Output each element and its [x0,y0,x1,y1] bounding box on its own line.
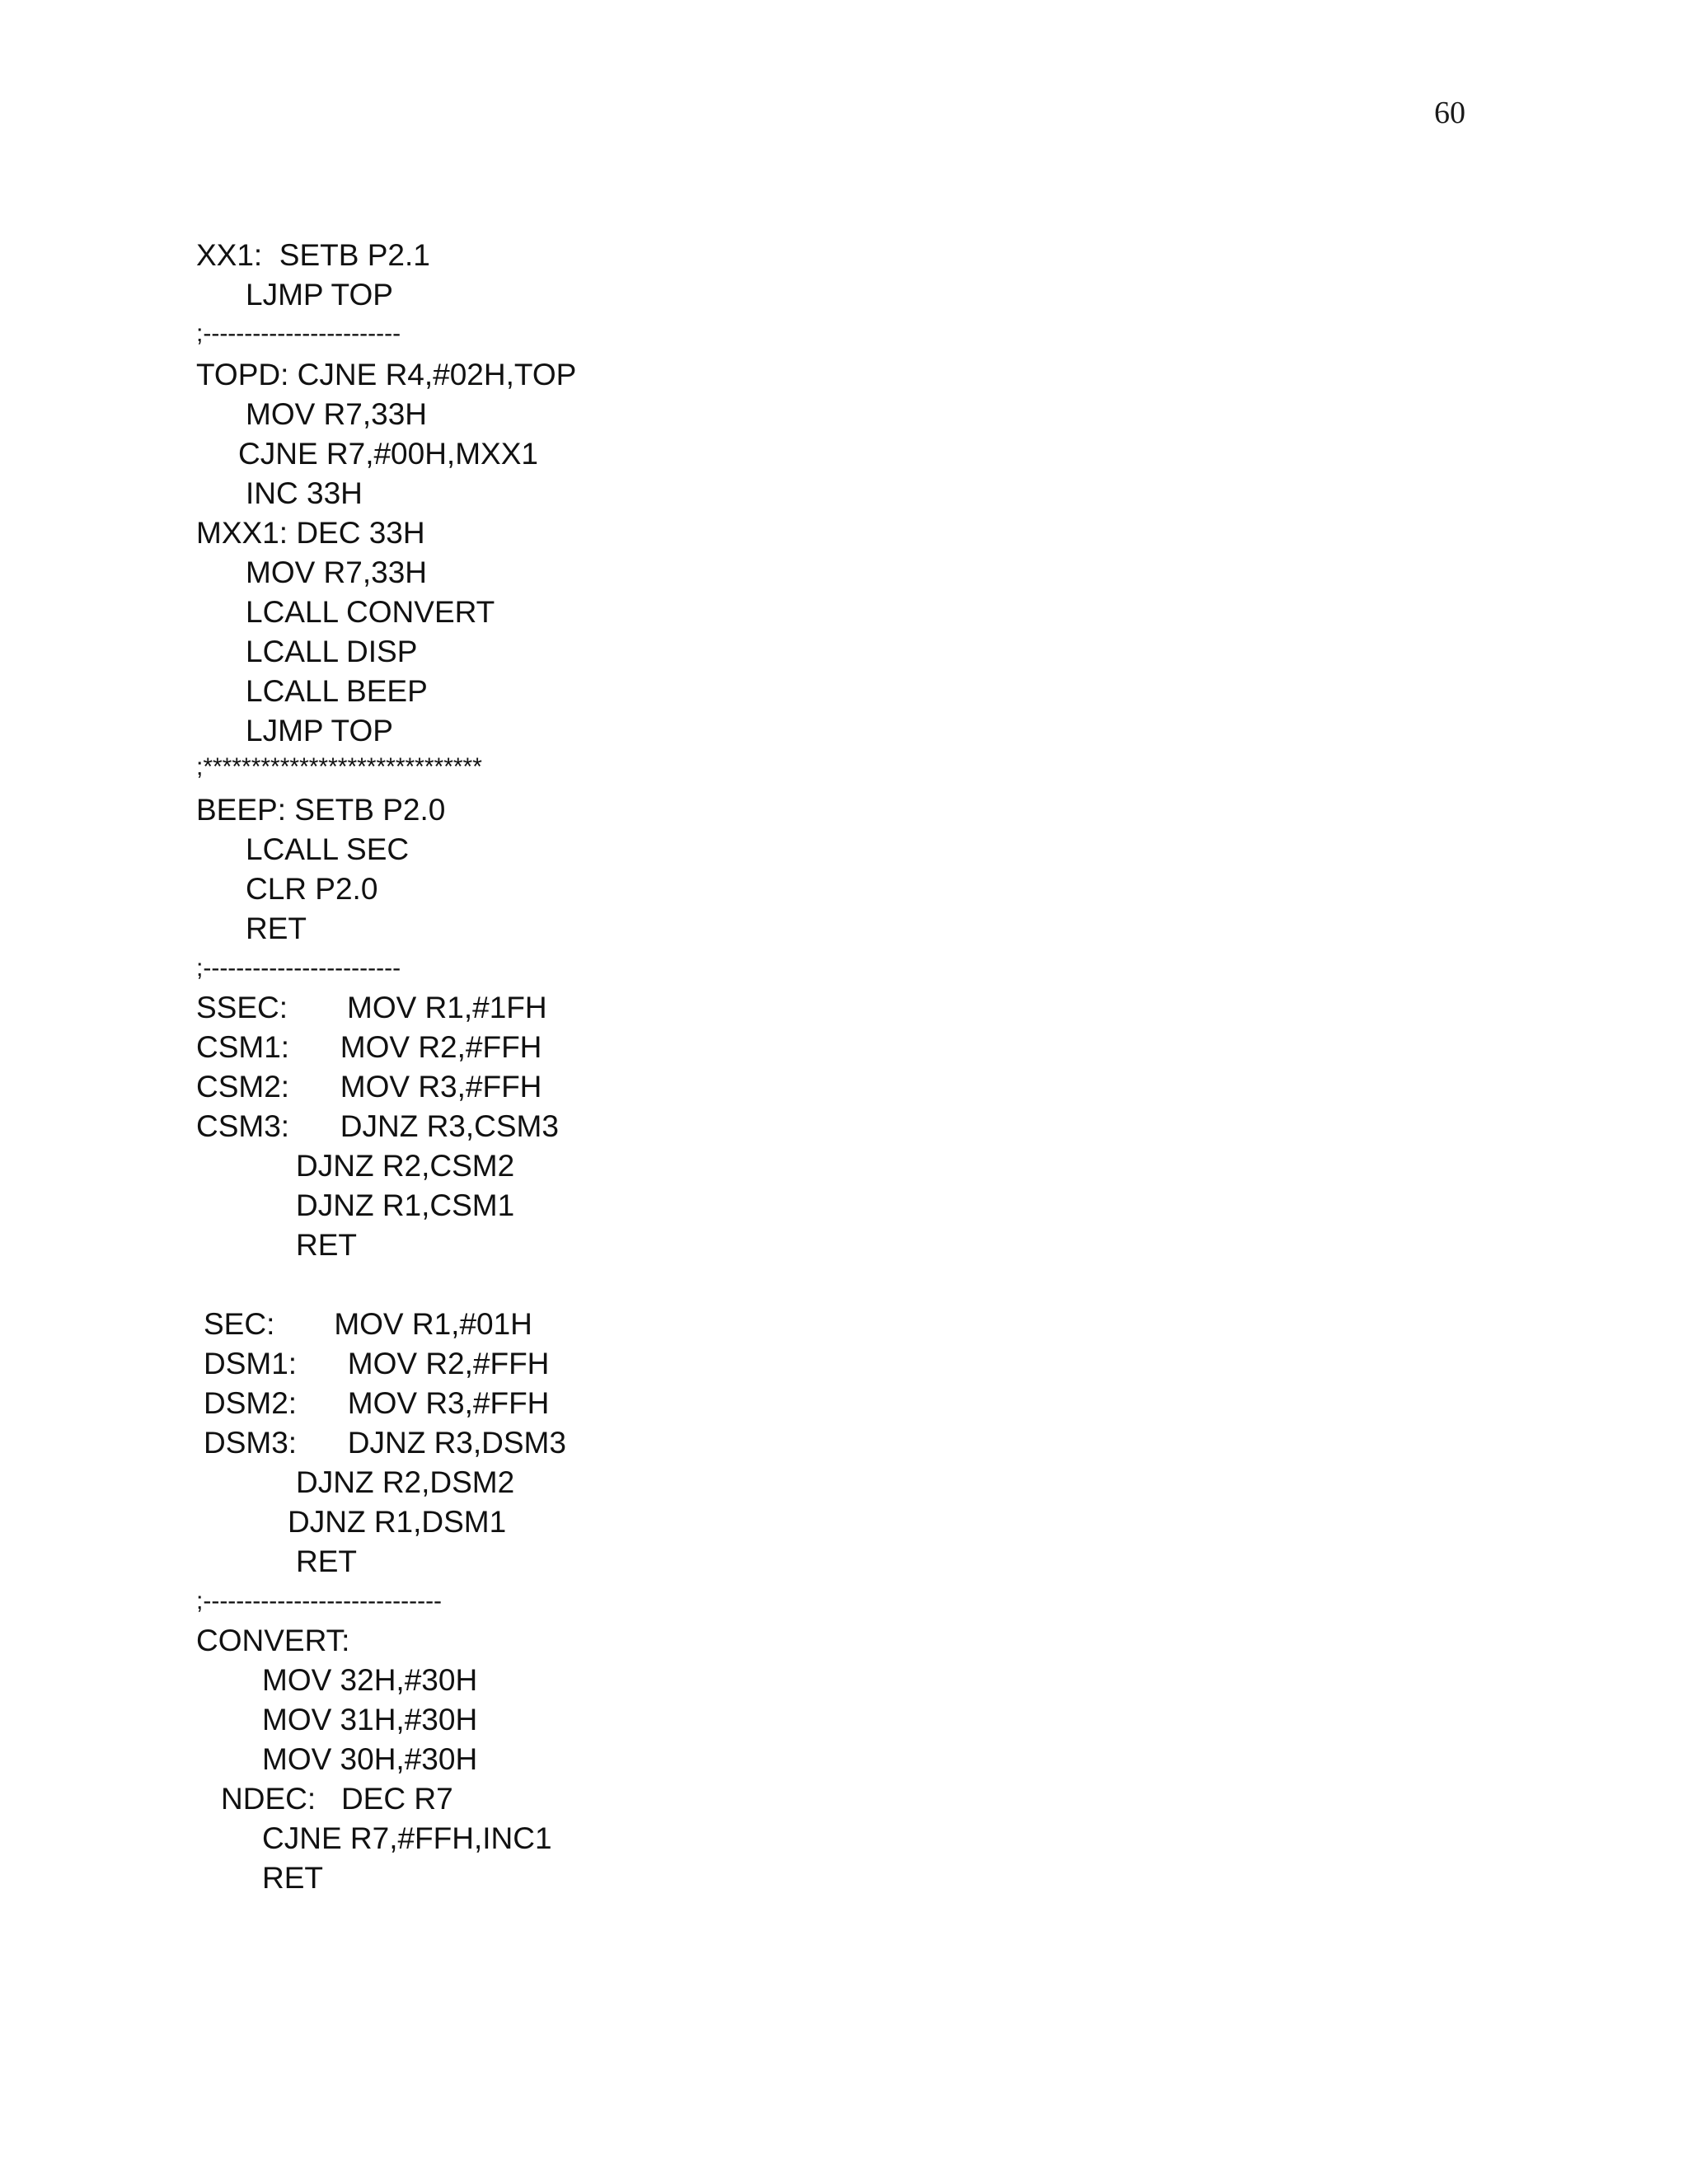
code-line: DJNZ R2,DSM2 [296,1465,515,1499]
code-line: MOV 31H,#30H [262,1703,478,1736]
code-line: CSM1: MOV R2,#FFH [196,1030,542,1064]
code-line: RET [262,1861,323,1895]
page-number: 60 [1434,96,1465,130]
code-line: LCALL CONVERT [246,595,495,629]
code-line: LCALL DISP [246,635,418,668]
code-line: LJMP TOP [246,278,393,312]
separator-line: ;------------------------ [196,954,401,982]
code-line: LJMP TOP [246,714,393,748]
code-line: RET [296,1228,357,1262]
code-line: DSM1: MOV R2,#FFH [204,1347,550,1380]
code-line: SSEC: MOV R1,#1FH [196,991,547,1024]
code-line: NDEC: DEC R7 [221,1782,453,1816]
code-line: DJNZ R2,CSM2 [296,1149,515,1183]
separator-line: ;----------------------------- [196,1587,443,1615]
code-line: CSM2: MOV R3,#FFH [196,1070,542,1104]
code-line: MOV R7,33H [246,555,428,589]
code-line: RET [296,1544,357,1578]
code-line: LCALL BEEP [246,674,428,708]
code-line: RET [246,912,307,945]
code-line: LCALL SEC [246,832,410,866]
code-line: BEEP: SETB P2.0 [196,793,446,827]
code-line: DSM2: MOV R3,#FFH [204,1386,550,1420]
code-line: DSM3: DJNZ R3,DSM3 [204,1426,566,1460]
code-line: CLR P2.0 [246,872,378,906]
code-line: INC 33H [246,476,363,510]
code-line: CJNE R7,#FFH,INC1 [262,1821,552,1855]
code-line: SEC: MOV R1,#01H [204,1307,532,1341]
code-line: CJNE R7,#00H,MXX1 [238,437,538,471]
code-line: CONVERT: [196,1624,350,1657]
code-line: DJNZ R1,CSM1 [296,1188,515,1222]
code-line: MOV R7,33H [246,397,428,431]
separator-line: ;***************************** [196,753,482,780]
code-line: TOPD: CJNE R4,#02H,TOP [196,358,577,391]
code-line: CSM3: DJNZ R3,CSM3 [196,1109,559,1143]
code-line: MXX1: DEC 33H [196,516,425,550]
separator-line: ;------------------------ [196,320,401,347]
code-line: DJNZ R1,DSM1 [288,1505,507,1539]
code-line: XX1: SETB P2.1 [196,238,430,272]
code-line: MOV 30H,#30H [262,1742,478,1776]
code-line: MOV 32H,#30H [262,1663,478,1697]
